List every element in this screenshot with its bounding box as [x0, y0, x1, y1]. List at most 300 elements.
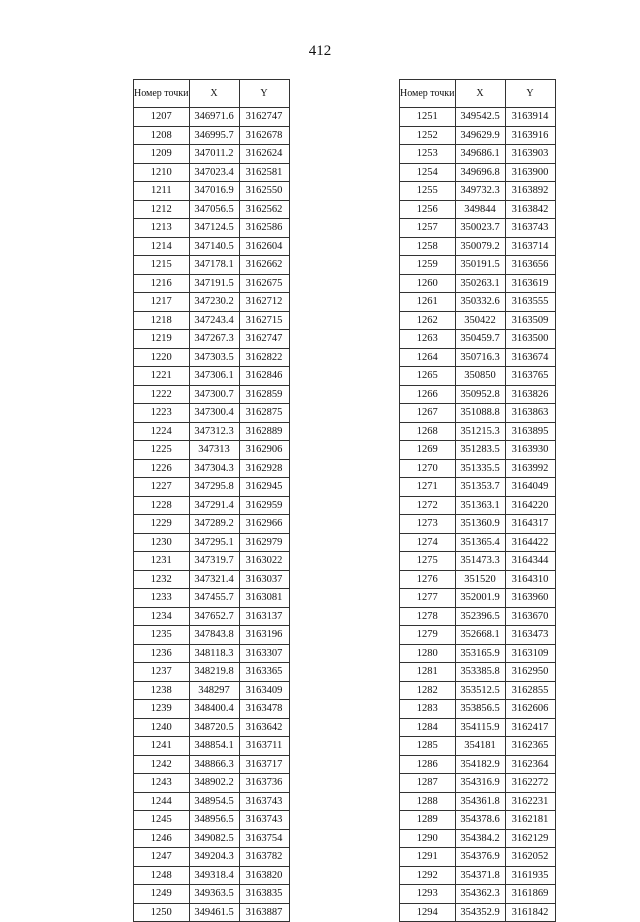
cell-y: 3163109 — [505, 644, 555, 663]
cell-point-number: 1281 — [400, 663, 456, 682]
cell-point-number: 1214 — [134, 237, 190, 256]
table-row — [400, 348, 556, 367]
cell-x: 349461.5 — [189, 903, 239, 922]
cell-point-number: 1284 — [400, 718, 456, 737]
cell-x: 350263.1 — [455, 274, 505, 293]
cell-point-number: 1255 — [400, 182, 456, 201]
cell-point-number: 1273 — [400, 515, 456, 534]
cell-x: 349363.5 — [189, 885, 239, 904]
table-row — [134, 496, 290, 515]
cell-y: 3163365 — [239, 663, 289, 682]
cell-y: 3162966 — [239, 515, 289, 534]
cell-y: 3162747 — [239, 330, 289, 349]
cell-y: 3162928 — [239, 459, 289, 478]
cell-point-number: 1243 — [134, 774, 190, 793]
cell-y: 3162859 — [239, 385, 289, 404]
cell-y: 3162846 — [239, 367, 289, 386]
table-row — [134, 274, 290, 293]
cell-x: 354316.9 — [455, 774, 505, 793]
table-row — [134, 533, 290, 552]
table-row — [134, 570, 290, 589]
cell-point-number: 1240 — [134, 718, 190, 737]
cell-x: 351283.5 — [455, 441, 505, 460]
cell-y: 3164422 — [505, 533, 555, 552]
table-row — [134, 718, 290, 737]
table-row — [400, 385, 556, 404]
cell-point-number: 1209 — [134, 145, 190, 164]
cell-y: 3162945 — [239, 478, 289, 497]
cell-y: 3162550 — [239, 182, 289, 201]
cell-y: 3163895 — [505, 422, 555, 441]
table-row — [400, 755, 556, 774]
table-row — [134, 459, 290, 478]
cell-point-number: 1225 — [134, 441, 190, 460]
table-row — [134, 681, 290, 700]
cell-x: 351360.9 — [455, 515, 505, 534]
cell-point-number: 1233 — [134, 589, 190, 608]
cell-point-number: 1291 — [400, 848, 456, 867]
cell-y: 3162586 — [239, 219, 289, 238]
cell-y: 3163743 — [239, 811, 289, 830]
cell-y: 3163509 — [505, 311, 555, 330]
cell-y: 3163743 — [505, 219, 555, 238]
table-row — [400, 866, 556, 885]
page-number: 412 — [308, 43, 332, 59]
cell-y: 3162417 — [505, 718, 555, 737]
table-row — [134, 330, 290, 349]
cell-y: 3162364 — [505, 755, 555, 774]
cell-y: 3163754 — [239, 829, 289, 848]
cell-x: 352668.1 — [455, 626, 505, 645]
cell-y: 3163619 — [505, 274, 555, 293]
cell-point-number: 1217 — [134, 293, 190, 312]
cell-point-number: 1261 — [400, 293, 456, 312]
cell-y: 3161869 — [505, 885, 555, 904]
cell-y: 3162979 — [239, 533, 289, 552]
cell-x: 351363.1 — [455, 496, 505, 515]
cell-y: 3163081 — [239, 589, 289, 608]
table-row — [400, 496, 556, 515]
cell-x: 347011.2 — [189, 145, 239, 164]
coordinates-table-left — [133, 79, 290, 922]
cell-point-number: 1236 — [134, 644, 190, 663]
table-row — [400, 422, 556, 441]
cell-point-number: 1235 — [134, 626, 190, 645]
cell-y: 3163473 — [505, 626, 555, 645]
cell-y: 3163717 — [239, 755, 289, 774]
cell-y: 3163409 — [239, 681, 289, 700]
cell-x: 347304.3 — [189, 459, 239, 478]
cell-y: 3162231 — [505, 792, 555, 811]
cell-point-number: 1257 — [400, 219, 456, 238]
table-row — [400, 256, 556, 275]
cell-point-number: 1207 — [134, 108, 190, 127]
cell-x: 347140.5 — [189, 237, 239, 256]
cell-x: 351215.3 — [455, 422, 505, 441]
table-row — [400, 404, 556, 423]
cell-x: 347267.3 — [189, 330, 239, 349]
table-row — [400, 459, 556, 478]
cell-y: 3162052 — [505, 848, 555, 867]
cell-x: 348854.1 — [189, 737, 239, 756]
cell-point-number: 1264 — [400, 348, 456, 367]
table-row — [134, 108, 290, 127]
cell-point-number: 1237 — [134, 663, 190, 682]
cell-x: 352396.5 — [455, 607, 505, 626]
coordinates-table-right — [399, 79, 556, 922]
cell-point-number: 1263 — [400, 330, 456, 349]
cell-y: 3164344 — [505, 552, 555, 571]
table-row — [134, 626, 290, 645]
cell-x: 350459.7 — [455, 330, 505, 349]
cell-y: 3161935 — [505, 866, 555, 885]
cell-y: 3162606 — [505, 700, 555, 719]
cell-y: 3162875 — [239, 404, 289, 423]
cell-point-number: 1242 — [134, 755, 190, 774]
cell-point-number: 1219 — [134, 330, 190, 349]
cell-point-number: 1220 — [134, 348, 190, 367]
table-row — [134, 589, 290, 608]
cell-point-number: 1262 — [400, 311, 456, 330]
cell-y: 3162604 — [239, 237, 289, 256]
table-row — [400, 774, 556, 793]
cell-x: 348400.4 — [189, 700, 239, 719]
cell-y: 3163196 — [239, 626, 289, 645]
cell-y: 3163863 — [505, 404, 555, 423]
cell-point-number: 1268 — [400, 422, 456, 441]
cell-y: 3164220 — [505, 496, 555, 515]
cell-y: 3163992 — [505, 459, 555, 478]
table-row — [400, 792, 556, 811]
cell-x: 347321.4 — [189, 570, 239, 589]
table-row — [134, 866, 290, 885]
cell-y: 3162822 — [239, 348, 289, 367]
cell-x: 347243.4 — [189, 311, 239, 330]
cell-point-number: 1245 — [134, 811, 190, 830]
cell-point-number: 1215 — [134, 256, 190, 275]
cell-x: 346971.6 — [189, 108, 239, 127]
cell-point-number: 1234 — [134, 607, 190, 626]
table-row — [134, 700, 290, 719]
cell-x: 354115.9 — [455, 718, 505, 737]
cell-x: 347295.1 — [189, 533, 239, 552]
cell-point-number: 1230 — [134, 533, 190, 552]
table-row — [134, 774, 290, 793]
cell-x: 347230.2 — [189, 293, 239, 312]
table-header-row — [134, 80, 290, 108]
cell-point-number: 1228 — [134, 496, 190, 515]
cell-x: 350952.8 — [455, 385, 505, 404]
table-row — [400, 311, 556, 330]
cell-point-number: 1244 — [134, 792, 190, 811]
cell-y: 3163914 — [505, 108, 555, 127]
table-row — [134, 552, 290, 571]
cell-y: 3163714 — [505, 237, 555, 256]
cell-x: 347295.8 — [189, 478, 239, 497]
cell-x: 350422 — [455, 311, 505, 330]
table-row — [134, 293, 290, 312]
cell-point-number: 1250 — [134, 903, 190, 922]
cell-point-number: 1272 — [400, 496, 456, 515]
cell-point-number: 1289 — [400, 811, 456, 830]
cell-point-number: 1229 — [134, 515, 190, 534]
cell-y: 3163916 — [505, 126, 555, 145]
cell-x: 354361.8 — [455, 792, 505, 811]
cell-point-number: 1241 — [134, 737, 190, 756]
cell-point-number: 1267 — [400, 404, 456, 423]
cell-x: 354352.9 — [455, 903, 505, 922]
cell-x: 353165.9 — [455, 644, 505, 663]
cell-point-number: 1210 — [134, 163, 190, 182]
cell-y: 3163478 — [239, 700, 289, 719]
cell-point-number: 1216 — [134, 274, 190, 293]
table-row — [134, 737, 290, 756]
table-header-row — [400, 80, 556, 108]
cell-y: 3162906 — [239, 441, 289, 460]
cell-point-number: 1253 — [400, 145, 456, 164]
table-row — [400, 237, 556, 256]
table-row — [134, 182, 290, 201]
cell-x: 347455.7 — [189, 589, 239, 608]
cell-x: 347289.2 — [189, 515, 239, 534]
table-row — [134, 145, 290, 164]
cell-y: 3163022 — [239, 552, 289, 571]
cell-point-number: 1288 — [400, 792, 456, 811]
table-row — [134, 219, 290, 238]
table-row — [400, 441, 556, 460]
cell-x: 347023.4 — [189, 163, 239, 182]
cell-point-number: 1208 — [134, 126, 190, 145]
cell-y: 3161842 — [505, 903, 555, 922]
cell-point-number: 1280 — [400, 644, 456, 663]
cell-x: 348902.2 — [189, 774, 239, 793]
cell-x: 347303.5 — [189, 348, 239, 367]
table-row — [400, 829, 556, 848]
cell-y: 3163960 — [505, 589, 555, 608]
table-row — [400, 330, 556, 349]
table-row — [400, 126, 556, 145]
cell-point-number: 1252 — [400, 126, 456, 145]
header-point-number: Номер точки — [400, 80, 456, 108]
cell-y: 3163826 — [505, 385, 555, 404]
table-row — [400, 737, 556, 756]
cell-point-number: 1271 — [400, 478, 456, 497]
cell-x: 351520 — [455, 570, 505, 589]
cell-x: 350716.3 — [455, 348, 505, 367]
cell-y: 3162181 — [505, 811, 555, 830]
cell-y: 3163892 — [505, 182, 555, 201]
table-row — [134, 163, 290, 182]
header-y: Y — [239, 80, 289, 108]
table-row — [400, 903, 556, 922]
cell-x: 347652.7 — [189, 607, 239, 626]
cell-x: 349629.9 — [455, 126, 505, 145]
cell-x: 346995.7 — [189, 126, 239, 145]
table-row — [134, 256, 290, 275]
header-y: Y — [505, 80, 555, 108]
cell-point-number: 1278 — [400, 607, 456, 626]
cell-y: 3163674 — [505, 348, 555, 367]
cell-y: 3162889 — [239, 422, 289, 441]
cell-x: 348118.3 — [189, 644, 239, 663]
cell-point-number: 1277 — [400, 589, 456, 608]
cell-y: 3162715 — [239, 311, 289, 330]
table-row — [400, 626, 556, 645]
table-row — [400, 515, 556, 534]
cell-point-number: 1256 — [400, 200, 456, 219]
table-row — [400, 848, 556, 867]
cell-x: 350191.5 — [455, 256, 505, 275]
cell-y: 3163887 — [239, 903, 289, 922]
cell-x: 349844 — [455, 200, 505, 219]
cell-x: 349696.8 — [455, 163, 505, 182]
cell-x: 347300.7 — [189, 385, 239, 404]
table-row — [134, 515, 290, 534]
cell-y: 3163555 — [505, 293, 555, 312]
header-point-number: Номер точки — [134, 80, 190, 108]
table-row — [400, 570, 556, 589]
cell-x: 348297 — [189, 681, 239, 700]
cell-point-number: 1269 — [400, 441, 456, 460]
table-row — [400, 663, 556, 682]
cell-point-number: 1290 — [400, 829, 456, 848]
cell-x: 351365.4 — [455, 533, 505, 552]
cell-point-number: 1287 — [400, 774, 456, 793]
table-row — [400, 885, 556, 904]
cell-x: 351353.7 — [455, 478, 505, 497]
cell-y: 3162581 — [239, 163, 289, 182]
cell-x: 348954.5 — [189, 792, 239, 811]
cell-x: 348219.8 — [189, 663, 239, 682]
cell-point-number: 1222 — [134, 385, 190, 404]
cell-y: 3162365 — [505, 737, 555, 756]
table-row — [134, 126, 290, 145]
table-row — [134, 663, 290, 682]
cell-y: 3163656 — [505, 256, 555, 275]
cell-x: 353856.5 — [455, 700, 505, 719]
cell-x: 348956.5 — [189, 811, 239, 830]
cell-x: 349082.5 — [189, 829, 239, 848]
cell-x: 347291.4 — [189, 496, 239, 515]
table-row — [134, 885, 290, 904]
cell-x: 347124.5 — [189, 219, 239, 238]
table-row — [400, 367, 556, 386]
table-row — [400, 589, 556, 608]
cell-y: 3162747 — [239, 108, 289, 127]
cell-y: 3162129 — [505, 829, 555, 848]
cell-point-number: 1279 — [400, 626, 456, 645]
cell-x: 347178.1 — [189, 256, 239, 275]
table-row — [134, 607, 290, 626]
table-row — [400, 552, 556, 571]
cell-x: 349204.3 — [189, 848, 239, 867]
table-row — [134, 237, 290, 256]
cell-x: 349542.5 — [455, 108, 505, 127]
cell-x: 354378.6 — [455, 811, 505, 830]
cell-y: 3163930 — [505, 441, 555, 460]
cell-y: 3163743 — [239, 792, 289, 811]
cell-x: 347313 — [189, 441, 239, 460]
cell-point-number: 1226 — [134, 459, 190, 478]
cell-x: 351088.8 — [455, 404, 505, 423]
cell-point-number: 1276 — [400, 570, 456, 589]
cell-y: 3162272 — [505, 774, 555, 793]
table-row — [400, 811, 556, 830]
cell-x: 354371.8 — [455, 866, 505, 885]
cell-y: 3163820 — [239, 866, 289, 885]
cell-point-number: 1282 — [400, 681, 456, 700]
cell-x: 348866.3 — [189, 755, 239, 774]
cell-x: 354384.2 — [455, 829, 505, 848]
cell-x: 354182.9 — [455, 755, 505, 774]
table-row — [134, 441, 290, 460]
cell-point-number: 1286 — [400, 755, 456, 774]
cell-x: 347056.5 — [189, 200, 239, 219]
cell-x: 350332.6 — [455, 293, 505, 312]
cell-x: 351473.3 — [455, 552, 505, 571]
table-row — [400, 533, 556, 552]
cell-x: 354362.3 — [455, 885, 505, 904]
table-row — [400, 607, 556, 626]
table-row — [400, 200, 556, 219]
table-row — [134, 367, 290, 386]
cell-point-number: 1265 — [400, 367, 456, 386]
cell-y: 3163903 — [505, 145, 555, 164]
cell-y: 3163670 — [505, 607, 555, 626]
cell-x: 353385.8 — [455, 663, 505, 682]
cell-point-number: 1223 — [134, 404, 190, 423]
table-row — [134, 903, 290, 922]
cell-point-number: 1260 — [400, 274, 456, 293]
table-row — [134, 755, 290, 774]
cell-x: 347843.8 — [189, 626, 239, 645]
cell-point-number: 1213 — [134, 219, 190, 238]
cell-point-number: 1285 — [400, 737, 456, 756]
table-row — [134, 829, 290, 848]
cell-point-number: 1221 — [134, 367, 190, 386]
cell-point-number: 1218 — [134, 311, 190, 330]
cell-y: 3163642 — [239, 718, 289, 737]
cell-y: 3163842 — [505, 200, 555, 219]
cell-x: 350023.7 — [455, 219, 505, 238]
cell-x: 350850 — [455, 367, 505, 386]
cell-x: 353512.5 — [455, 681, 505, 700]
cell-point-number: 1274 — [400, 533, 456, 552]
cell-point-number: 1292 — [400, 866, 456, 885]
cell-y: 3162675 — [239, 274, 289, 293]
cell-point-number: 1249 — [134, 885, 190, 904]
table-row — [134, 404, 290, 423]
cell-point-number: 1294 — [400, 903, 456, 922]
table-row — [400, 145, 556, 164]
table-row — [134, 311, 290, 330]
cell-y: 3162562 — [239, 200, 289, 219]
cell-point-number: 1246 — [134, 829, 190, 848]
cell-x: 347312.3 — [189, 422, 239, 441]
cell-x: 354376.9 — [455, 848, 505, 867]
cell-point-number: 1211 — [134, 182, 190, 201]
cell-y: 3163782 — [239, 848, 289, 867]
table-row — [134, 644, 290, 663]
cell-y: 3163736 — [239, 774, 289, 793]
table-row — [400, 644, 556, 663]
cell-y: 3163765 — [505, 367, 555, 386]
cell-y: 3162712 — [239, 293, 289, 312]
cell-y: 3163037 — [239, 570, 289, 589]
cell-y: 3162855 — [505, 681, 555, 700]
cell-point-number: 1231 — [134, 552, 190, 571]
cell-y: 3162624 — [239, 145, 289, 164]
